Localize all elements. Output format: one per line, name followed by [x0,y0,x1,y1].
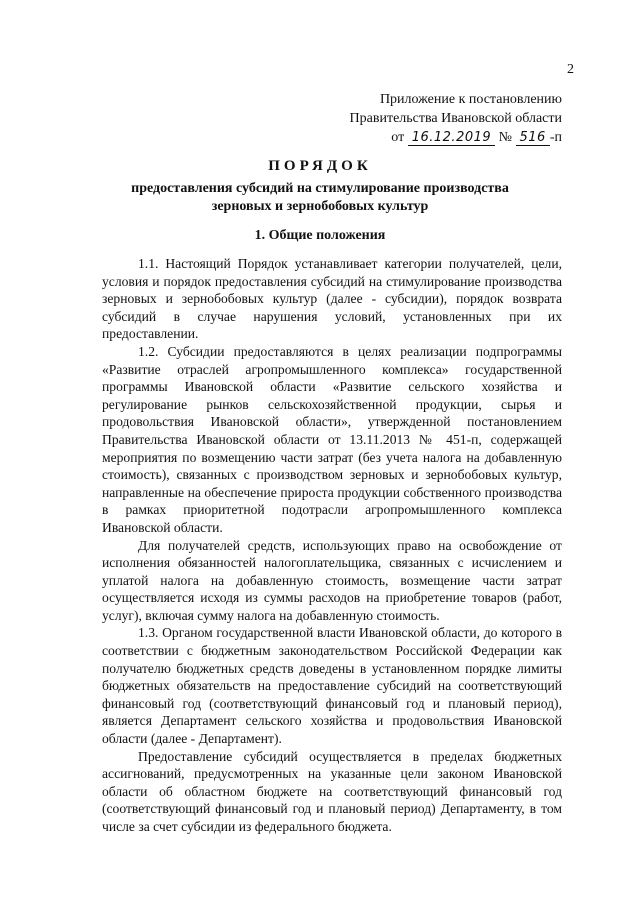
paragraph-vat-note: Для получателей средств, использующих право на освобождение от исполнения обязанностей налогоплательщика, связанных с исчислением и уплатой налога на добавленную стоимость, возмещение части затрат осуществляется исходя из суммы расходов на приобретение товаров (работ, услуг), включая сумму налога на добавленную стоимость. [102,537,562,623]
paragraph-1-3: 1.3. Органом государственной власти Ивановской области, до которого в соответствии с бюджетным законодательством Российской Федерации как получателю бюджетных средств доведены в установленном порядке лимиты бюджетных обязательств на предоставление субсидий на соответствующий финансовый год (соответствующий финансовый год и плановый период), является Департамент сельского хозяйства и продовольствия Ивановской области (далее - Департамент). [102,625,562,747]
handwritten-number: 516 [516,130,550,146]
paragraph-1-1: 1.1. Настоящий Порядок устанавливает категории получателей, цели, условия и порядок предоставления субсидий на стимулирование производства зерновых и зернобобовых культур (далее - субсидии), порядок возврата субсидий в случае нарушения условий, установленных при их предоставлении. [102,256,562,342]
date-prefix: от [391,130,405,145]
document-title: ПОРЯДОК [268,158,372,174]
appendix-date-line [322,128,562,147]
paragraph-1-2: 1.2. Субсидии предоставляются в целях реализации подпрограммы «Развитие отраслей агропромышленного комплекса» государственной программы Ивановской области «Развитие сельского хозяйства и регулирование рынков сельскохозяйственной продукции, сырья и продовольствия Ивановской области», утвержденной постановлением Правительства Ивановской области от 13.11.2013 № 451-п, содержащей мероприятия по возмещению части затрат (без учета налога на добавленную стоимость), связанных с производством зерновых и зернобобовых культур, направленные на обеспечение прироста продукции собственного производства в рамках приоритетной подотрасли агропромышленного комплекса Ивановской области. [102,343,562,535]
paragraph-budget: Предоставление субсидий осуществляется в пределах бюджетных ассигнований, предусмотренных на указанные цели законом Ивановской области об областном бюджете на соответствующий финансовый год (соответствующий финансовый год и плановый период) Департаменту, в том числе за счет субсидии из федерального бюджета. [102,748,562,834]
appendix-block [322,90,562,147]
document-body [102,255,562,836]
number-suffix: -п [549,130,562,145]
handwritten-date: 16.12.2019 [408,130,495,146]
page-number: 2 [567,62,574,77]
appendix-line-1: Приложение к постановлению [379,92,562,107]
appendix-line-2: Правительства Ивановской области [349,111,562,126]
section-heading: 1. Общие положения [254,228,386,243]
document-subtitle: предоставления субсидий на стимулирование производства зерновых и зернобобовых культур [131,181,509,214]
number-prefix: № [498,130,513,145]
